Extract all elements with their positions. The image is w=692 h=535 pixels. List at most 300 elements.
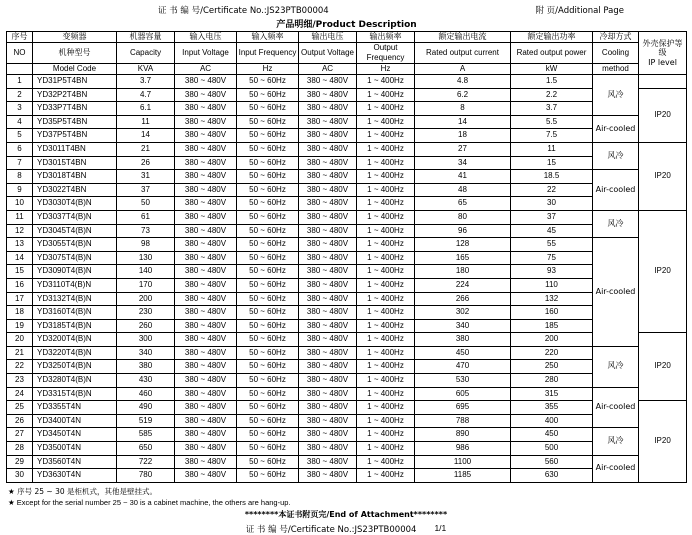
- cell-output-voltage: 380 ~ 480V: [299, 197, 357, 211]
- cell-capacity: 26: [117, 156, 175, 170]
- cell-input-frequency: 50 ~ 60Hz: [237, 414, 299, 428]
- cell-output-voltage: 380 ~ 480V: [299, 170, 357, 184]
- cell-no: 2: [7, 88, 33, 102]
- cell-no: 8: [7, 170, 33, 184]
- cell-input-frequency: 50 ~ 60Hz: [237, 442, 299, 456]
- col-cooling-cn: 冷却方式: [593, 32, 639, 43]
- cell-output-voltage: 380 ~ 480V: [299, 414, 357, 428]
- cell-cooling-method: 风冷: [593, 428, 639, 455]
- cell-model-code: YD3185T4(B)N: [33, 319, 117, 333]
- cell-input-voltage: 380 ~ 480V: [175, 238, 237, 252]
- cell-input-voltage: 380 ~ 480V: [175, 455, 237, 469]
- cell-rated-power: 280: [511, 374, 593, 388]
- cell-model-code: YD32P2T4BN: [33, 88, 117, 102]
- table-row: [7, 197, 687, 211]
- cell-output-frequency: 1 ~ 400Hz: [357, 333, 415, 347]
- cell-capacity: 585: [117, 428, 175, 442]
- cell-input-frequency: 50 ~ 60Hz: [237, 156, 299, 170]
- col-output-voltage-cn: 输出电压: [299, 32, 357, 43]
- cell-model-code: YD3315T4(B)N: [33, 387, 117, 401]
- cell-rated-current: 27: [415, 142, 511, 156]
- cell-output-voltage: 380 ~ 480V: [299, 455, 357, 469]
- cell-no: 13: [7, 238, 33, 252]
- cell-rated-current: 18: [415, 129, 511, 143]
- col-rated-current-en: Rated output current: [415, 43, 511, 64]
- cell-output-voltage: 380 ~ 480V: [299, 319, 357, 333]
- table-row: [7, 88, 687, 102]
- cell-ip-level: IP20: [639, 401, 687, 483]
- table-row: [7, 401, 687, 415]
- cell-output-frequency: 1 ~ 400Hz: [357, 319, 415, 333]
- table-row: [7, 238, 687, 252]
- cell-model-code: YD3045T4(B)N: [33, 224, 117, 238]
- cell-input-voltage: 380 ~ 480V: [175, 129, 237, 143]
- cell-model-code: YD3450T4N: [33, 428, 117, 442]
- cell-output-frequency: 1 ~ 400Hz: [357, 115, 415, 129]
- cell-output-frequency: 1 ~ 400Hz: [357, 210, 415, 224]
- table-row: [7, 428, 687, 442]
- col-capacity-en: Capacity: [117, 43, 175, 64]
- footer-certificate-number: 证 书 编 号/Certificate No.:JS23PTB00004: [245, 524, 417, 535]
- cell-output-frequency: 1 ~ 400Hz: [357, 401, 415, 415]
- cell-no: 28: [7, 442, 33, 456]
- col-rated-power-unit: kW: [511, 64, 593, 75]
- cell-output-voltage: 380 ~ 480V: [299, 238, 357, 252]
- table-row: [7, 210, 687, 224]
- table-row: [7, 183, 687, 197]
- cell-model-code: YD3132T4(B)N: [33, 292, 117, 306]
- cell-rated-current: 890: [415, 428, 511, 442]
- cell-rated-power: 400: [511, 414, 593, 428]
- cell-input-voltage: 380 ~ 480V: [175, 142, 237, 156]
- table-title-row: [7, 18, 687, 32]
- cell-output-voltage: 380 ~ 480V: [299, 401, 357, 415]
- cell-input-frequency: 50 ~ 60Hz: [237, 278, 299, 292]
- cell-no: 20: [7, 333, 33, 347]
- table-row: [7, 292, 687, 306]
- cell-output-voltage: 380 ~ 480V: [299, 360, 357, 374]
- cell-rated-current: 48: [415, 183, 511, 197]
- cell-no: 9: [7, 183, 33, 197]
- cell-no: 7: [7, 156, 33, 170]
- cell-input-frequency: 50 ~ 60Hz: [237, 346, 299, 360]
- cell-model-code: YD3055T4(B)N: [33, 238, 117, 252]
- cell-rated-power: 18.5: [511, 170, 593, 184]
- col-rated-current-unit: A: [415, 64, 511, 75]
- cell-rated-power: 110: [511, 278, 593, 292]
- cell-input-frequency: 50 ~ 60Hz: [237, 469, 299, 483]
- col-output-voltage-en: Output Voltage: [299, 43, 357, 64]
- cell-rated-current: 1100: [415, 455, 511, 469]
- cell-output-voltage: 380 ~ 480V: [299, 428, 357, 442]
- table-row: [7, 156, 687, 170]
- cell-cooling-method: 风冷: [593, 142, 639, 169]
- cell-output-voltage: 380 ~ 480V: [299, 102, 357, 116]
- cell-capacity: 170: [117, 278, 175, 292]
- cell-rated-power: 355: [511, 401, 593, 415]
- cell-no: 10: [7, 197, 33, 211]
- col-ip-header: [639, 32, 687, 75]
- table-row: [7, 469, 687, 483]
- header-row-en: [7, 43, 687, 64]
- footer-page-number: 1/1: [434, 522, 447, 533]
- cell-input-voltage: 380 ~ 480V: [175, 278, 237, 292]
- cell-model-code: YD3355T4N: [33, 401, 117, 415]
- cell-rated-current: 380: [415, 333, 511, 347]
- table-row: [7, 251, 687, 265]
- cell-no: 30: [7, 469, 33, 483]
- cell-output-frequency: 1 ~ 400Hz: [357, 306, 415, 320]
- cell-rated-power: 220: [511, 346, 593, 360]
- cell-model-code: YD3011T4BN: [33, 142, 117, 156]
- cell-output-frequency: 1 ~ 400Hz: [357, 414, 415, 428]
- col-rated-power-en: Rated output power: [511, 43, 593, 64]
- cell-input-frequency: 50 ~ 60Hz: [237, 319, 299, 333]
- cell-input-voltage: 380 ~ 480V: [175, 333, 237, 347]
- cell-rated-current: 80: [415, 210, 511, 224]
- cell-input-frequency: 50 ~ 60Hz: [237, 88, 299, 102]
- cell-rated-current: 34: [415, 156, 511, 170]
- cell-no: 26: [7, 414, 33, 428]
- cell-output-voltage: 380 ~ 480V: [299, 442, 357, 456]
- table-row: [7, 170, 687, 184]
- cell-output-frequency: 1 ~ 400Hz: [357, 469, 415, 483]
- product-description-table: [6, 18, 687, 483]
- col-capacity-cn: 机器容量: [117, 32, 175, 43]
- cell-ip-level: IP20: [639, 142, 687, 210]
- col-capacity-unit: KVA: [117, 64, 175, 75]
- cell-capacity: 14: [117, 129, 175, 143]
- cell-capacity: 650: [117, 442, 175, 456]
- table-row: [7, 102, 687, 116]
- cell-rated-power: 200: [511, 333, 593, 347]
- cell-output-voltage: 380 ~ 480V: [299, 346, 357, 360]
- cell-output-frequency: 1 ~ 400Hz: [357, 75, 415, 89]
- cell-input-frequency: 50 ~ 60Hz: [237, 265, 299, 279]
- cell-no: 27: [7, 428, 33, 442]
- col-input-voltage-cn: 输入电压: [175, 32, 237, 43]
- cell-rated-current: 266: [415, 292, 511, 306]
- cell-rated-current: 224: [415, 278, 511, 292]
- end-of-attachment-note: ********本证书附页完/End of Attachment********: [244, 509, 448, 519]
- cell-no: 4: [7, 115, 33, 129]
- cell-output-voltage: 380 ~ 480V: [299, 210, 357, 224]
- cell-model-code: YD3015T4BN: [33, 156, 117, 170]
- cell-output-voltage: 380 ~ 480V: [299, 183, 357, 197]
- cell-rated-power: 500: [511, 442, 593, 456]
- cell-input-frequency: 50 ~ 60Hz: [237, 238, 299, 252]
- cell-output-voltage: 380 ~ 480V: [299, 75, 357, 89]
- cell-capacity: 230: [117, 306, 175, 320]
- cell-rated-current: 165: [415, 251, 511, 265]
- cell-input-frequency: 50 ~ 60Hz: [237, 306, 299, 320]
- cell-model-code: YD3160T4(B)N: [33, 306, 117, 320]
- page-header: [6, 4, 686, 18]
- cell-output-frequency: 1 ~ 400Hz: [357, 346, 415, 360]
- cell-rated-current: 986: [415, 442, 511, 456]
- cell-input-voltage: 380 ~ 480V: [175, 292, 237, 306]
- cell-capacity: 37: [117, 183, 175, 197]
- note-en: ★ Except for the serial number 25 ~ 30 is a cabinet machine, the others are hang-up.: [8, 497, 291, 507]
- cell-rated-current: 302: [415, 306, 511, 320]
- cell-output-frequency: 1 ~ 400Hz: [357, 387, 415, 401]
- cell-output-voltage: 380 ~ 480V: [299, 265, 357, 279]
- cell-no: 19: [7, 319, 33, 333]
- table-row: [7, 333, 687, 347]
- cell-output-voltage: 380 ~ 480V: [299, 292, 357, 306]
- cell-no: 15: [7, 265, 33, 279]
- cell-ip-level: [639, 75, 687, 89]
- cell-input-frequency: 50 ~ 60Hz: [237, 428, 299, 442]
- cell-input-voltage: 380 ~ 480V: [175, 306, 237, 320]
- cell-model-code: YD3400T4N: [33, 414, 117, 428]
- col-cooling-en: Cooling: [593, 43, 639, 64]
- cell-capacity: 300: [117, 333, 175, 347]
- cell-input-frequency: 50 ~ 60Hz: [237, 170, 299, 184]
- col-input-freq-en: Input Frequency: [237, 43, 299, 64]
- cell-rated-power: 450: [511, 428, 593, 442]
- cell-model-code: YD3037T4(B)N: [33, 210, 117, 224]
- cell-output-frequency: 1 ~ 400Hz: [357, 224, 415, 238]
- table-row: [7, 374, 687, 388]
- col-model-cn2: 机种型号: [33, 43, 117, 64]
- cell-input-frequency: 50 ~ 60Hz: [237, 129, 299, 143]
- cell-input-voltage: 380 ~ 480V: [175, 102, 237, 116]
- cell-output-voltage: 380 ~ 480V: [299, 374, 357, 388]
- cell-rated-current: 788: [415, 414, 511, 428]
- cell-model-code: YD3280T4(B)N: [33, 374, 117, 388]
- cell-capacity: 260: [117, 319, 175, 333]
- cell-rated-current: 41: [415, 170, 511, 184]
- cell-cooling-method: 风冷: [593, 75, 639, 116]
- cell-input-frequency: 50 ~ 60Hz: [237, 115, 299, 129]
- header-row-cn: [7, 32, 687, 43]
- cell-output-voltage: 380 ~ 480V: [299, 142, 357, 156]
- cell-capacity: 130: [117, 251, 175, 265]
- cell-cooling-method: Air-cooled: [593, 170, 639, 211]
- col-model-cn: 变频器: [33, 32, 117, 43]
- header-row-units: [7, 64, 687, 75]
- col-input-freq-unit: Hz: [237, 64, 299, 75]
- cell-rated-current: 605: [415, 387, 511, 401]
- col-rated-power-cn: 额定输出功率: [511, 32, 593, 43]
- cell-output-frequency: 1 ~ 400Hz: [357, 183, 415, 197]
- cell-rated-current: 8: [415, 102, 511, 116]
- table-row: [7, 346, 687, 360]
- cell-rated-power: 75: [511, 251, 593, 265]
- cell-rated-current: 695: [415, 401, 511, 415]
- cell-output-voltage: 380 ~ 480V: [299, 156, 357, 170]
- cell-model-code: YD3090T4(B)N: [33, 265, 117, 279]
- cell-cooling-method: 风冷: [593, 346, 639, 387]
- cell-rated-current: 470: [415, 360, 511, 374]
- cell-input-voltage: 380 ~ 480V: [175, 197, 237, 211]
- col-rated-current-cn: 额定输出电流: [415, 32, 511, 43]
- cell-input-voltage: 380 ~ 480V: [175, 210, 237, 224]
- cell-model-code: YD3022T4BN: [33, 183, 117, 197]
- cell-capacity: 519: [117, 414, 175, 428]
- col-no-en: NO: [7, 43, 33, 64]
- cell-input-frequency: 50 ~ 60Hz: [237, 374, 299, 388]
- col-ip-en: IP level: [648, 57, 677, 67]
- cell-no: 12: [7, 224, 33, 238]
- cell-input-voltage: 380 ~ 480V: [175, 265, 237, 279]
- cell-model-code: YD37P5T4BN: [33, 129, 117, 143]
- table-row: [7, 455, 687, 469]
- table-row: [7, 129, 687, 143]
- cell-rated-power: 5.5: [511, 115, 593, 129]
- cell-output-frequency: 1 ~ 400Hz: [357, 129, 415, 143]
- cell-input-frequency: 50 ~ 60Hz: [237, 401, 299, 415]
- cell-capacity: 11: [117, 115, 175, 129]
- cell-cooling-method: Air-cooled: [593, 387, 639, 428]
- cell-output-frequency: 1 ~ 400Hz: [357, 197, 415, 211]
- cell-output-frequency: 1 ~ 400Hz: [357, 265, 415, 279]
- cell-rated-current: 180: [415, 265, 511, 279]
- cell-no: 5: [7, 129, 33, 143]
- cell-input-frequency: 50 ~ 60Hz: [237, 224, 299, 238]
- cell-input-voltage: 380 ~ 480V: [175, 170, 237, 184]
- cell-ip-level: IP20: [639, 88, 687, 142]
- cell-output-frequency: 1 ~ 400Hz: [357, 428, 415, 442]
- table-row: [7, 442, 687, 456]
- cell-capacity: 490: [117, 401, 175, 415]
- cell-output-voltage: 380 ~ 480V: [299, 224, 357, 238]
- certificate-number-header: 证 书 编 号/Certificate No.:JS23PTB00004: [158, 6, 329, 16]
- table-row: [7, 387, 687, 401]
- cell-output-voltage: 380 ~ 480V: [299, 129, 357, 143]
- cell-rated-current: 96: [415, 224, 511, 238]
- cell-no: 24: [7, 387, 33, 401]
- cell-input-voltage: 380 ~ 480V: [175, 374, 237, 388]
- cell-rated-power: 560: [511, 455, 593, 469]
- cell-input-frequency: 50 ~ 60Hz: [237, 183, 299, 197]
- cell-rated-current: 530: [415, 374, 511, 388]
- cell-capacity: 3.7: [117, 75, 175, 89]
- cell-rated-power: 7.5: [511, 129, 593, 143]
- table-row: [7, 265, 687, 279]
- cell-input-frequency: 50 ~ 60Hz: [237, 75, 299, 89]
- cell-no: 3: [7, 102, 33, 116]
- cell-cooling-method: Air-cooled: [593, 455, 639, 482]
- cell-rated-power: 22: [511, 183, 593, 197]
- cell-capacity: 340: [117, 346, 175, 360]
- cell-output-frequency: 1 ~ 400Hz: [357, 238, 415, 252]
- cell-input-voltage: 380 ~ 480V: [175, 442, 237, 456]
- col-input-freq-cn: 输入频率: [237, 32, 299, 43]
- table-row: [7, 360, 687, 374]
- cell-no: 1: [7, 75, 33, 89]
- cell-capacity: 430: [117, 374, 175, 388]
- cell-capacity: 6.1: [117, 102, 175, 116]
- cell-capacity: 380: [117, 360, 175, 374]
- cell-input-voltage: 380 ~ 480V: [175, 224, 237, 238]
- note-cn: ★ 序号 25 ~ 30 是柜机式，其他是壁挂式。: [8, 486, 158, 496]
- cell-output-frequency: 1 ~ 400Hz: [357, 278, 415, 292]
- cell-rated-current: 450: [415, 346, 511, 360]
- col-output-voltage-unit: AC: [299, 64, 357, 75]
- cell-capacity: 780: [117, 469, 175, 483]
- cell-no: 23: [7, 374, 33, 388]
- cell-output-frequency: 1 ~ 400Hz: [357, 360, 415, 374]
- cell-output-frequency: 1 ~ 400Hz: [357, 374, 415, 388]
- cell-input-voltage: 380 ~ 480V: [175, 469, 237, 483]
- cell-input-voltage: 380 ~ 480V: [175, 428, 237, 442]
- cell-capacity: 140: [117, 265, 175, 279]
- col-ip-cn: 外壳保护等级: [642, 38, 683, 58]
- cell-input-frequency: 50 ~ 60Hz: [237, 360, 299, 374]
- cell-rated-power: 185: [511, 319, 593, 333]
- cell-input-frequency: 50 ~ 60Hz: [237, 102, 299, 116]
- cell-output-voltage: 380 ~ 480V: [299, 306, 357, 320]
- cell-input-frequency: 50 ~ 60Hz: [237, 210, 299, 224]
- cell-ip-level: IP20: [639, 210, 687, 332]
- cell-rated-power: 11: [511, 142, 593, 156]
- cell-input-voltage: 380 ~ 480V: [175, 251, 237, 265]
- cell-model-code: YD3018T4BN: [33, 170, 117, 184]
- table-body: [7, 75, 687, 483]
- cell-input-frequency: 50 ~ 60Hz: [237, 142, 299, 156]
- cell-rated-power: 250: [511, 360, 593, 374]
- cell-output-voltage: 380 ~ 480V: [299, 469, 357, 483]
- cell-output-frequency: 1 ~ 400Hz: [357, 442, 415, 456]
- cell-capacity: 21: [117, 142, 175, 156]
- cell-no: 18: [7, 306, 33, 320]
- col-no-unit: [7, 64, 33, 75]
- cell-rated-power: 1.5: [511, 75, 593, 89]
- cell-no: 17: [7, 292, 33, 306]
- col-output-freq-en: Output Frequency: [357, 43, 415, 64]
- cell-rated-power: 132: [511, 292, 593, 306]
- cell-input-voltage: 380 ~ 480V: [175, 319, 237, 333]
- cell-model-code: YD3560T4N: [33, 455, 117, 469]
- cell-rated-power: 55: [511, 238, 593, 252]
- table-row: [7, 306, 687, 320]
- cell-model-code: YD3110T4(B)N: [33, 278, 117, 292]
- cell-rated-current: 4.8: [415, 75, 511, 89]
- cell-input-voltage: 380 ~ 480V: [175, 115, 237, 129]
- cell-input-voltage: 380 ~ 480V: [175, 346, 237, 360]
- cell-input-frequency: 50 ~ 60Hz: [237, 333, 299, 347]
- cell-output-voltage: 380 ~ 480V: [299, 88, 357, 102]
- cell-output-frequency: 1 ~ 400Hz: [357, 156, 415, 170]
- cell-rated-power: 37: [511, 210, 593, 224]
- cell-output-voltage: 380 ~ 480V: [299, 278, 357, 292]
- cell-model-code: YD35P5T4BN: [33, 115, 117, 129]
- notes-block: [6, 486, 686, 508]
- table-row: [7, 142, 687, 156]
- cell-output-voltage: 380 ~ 480V: [299, 251, 357, 265]
- cell-rated-current: 14: [415, 115, 511, 129]
- cell-no: 11: [7, 210, 33, 224]
- cell-cooling-method: 风冷: [593, 210, 639, 237]
- cell-model-code: YD31P5T4BN: [33, 75, 117, 89]
- cell-input-voltage: 380 ~ 480V: [175, 401, 237, 415]
- cell-rated-current: 128: [415, 238, 511, 252]
- table-row: [7, 224, 687, 238]
- cell-output-frequency: 1 ~ 400Hz: [357, 292, 415, 306]
- table-row: [7, 75, 687, 89]
- cell-input-frequency: 50 ~ 60Hz: [237, 455, 299, 469]
- table-row: [7, 115, 687, 129]
- cell-capacity: 200: [117, 292, 175, 306]
- col-cooling-en2: method: [593, 64, 639, 75]
- cell-rated-power: 45: [511, 224, 593, 238]
- cell-ip-level: IP20: [639, 333, 687, 401]
- cell-input-frequency: 50 ~ 60Hz: [237, 387, 299, 401]
- cell-output-voltage: 380 ~ 480V: [299, 387, 357, 401]
- cell-no: 14: [7, 251, 33, 265]
